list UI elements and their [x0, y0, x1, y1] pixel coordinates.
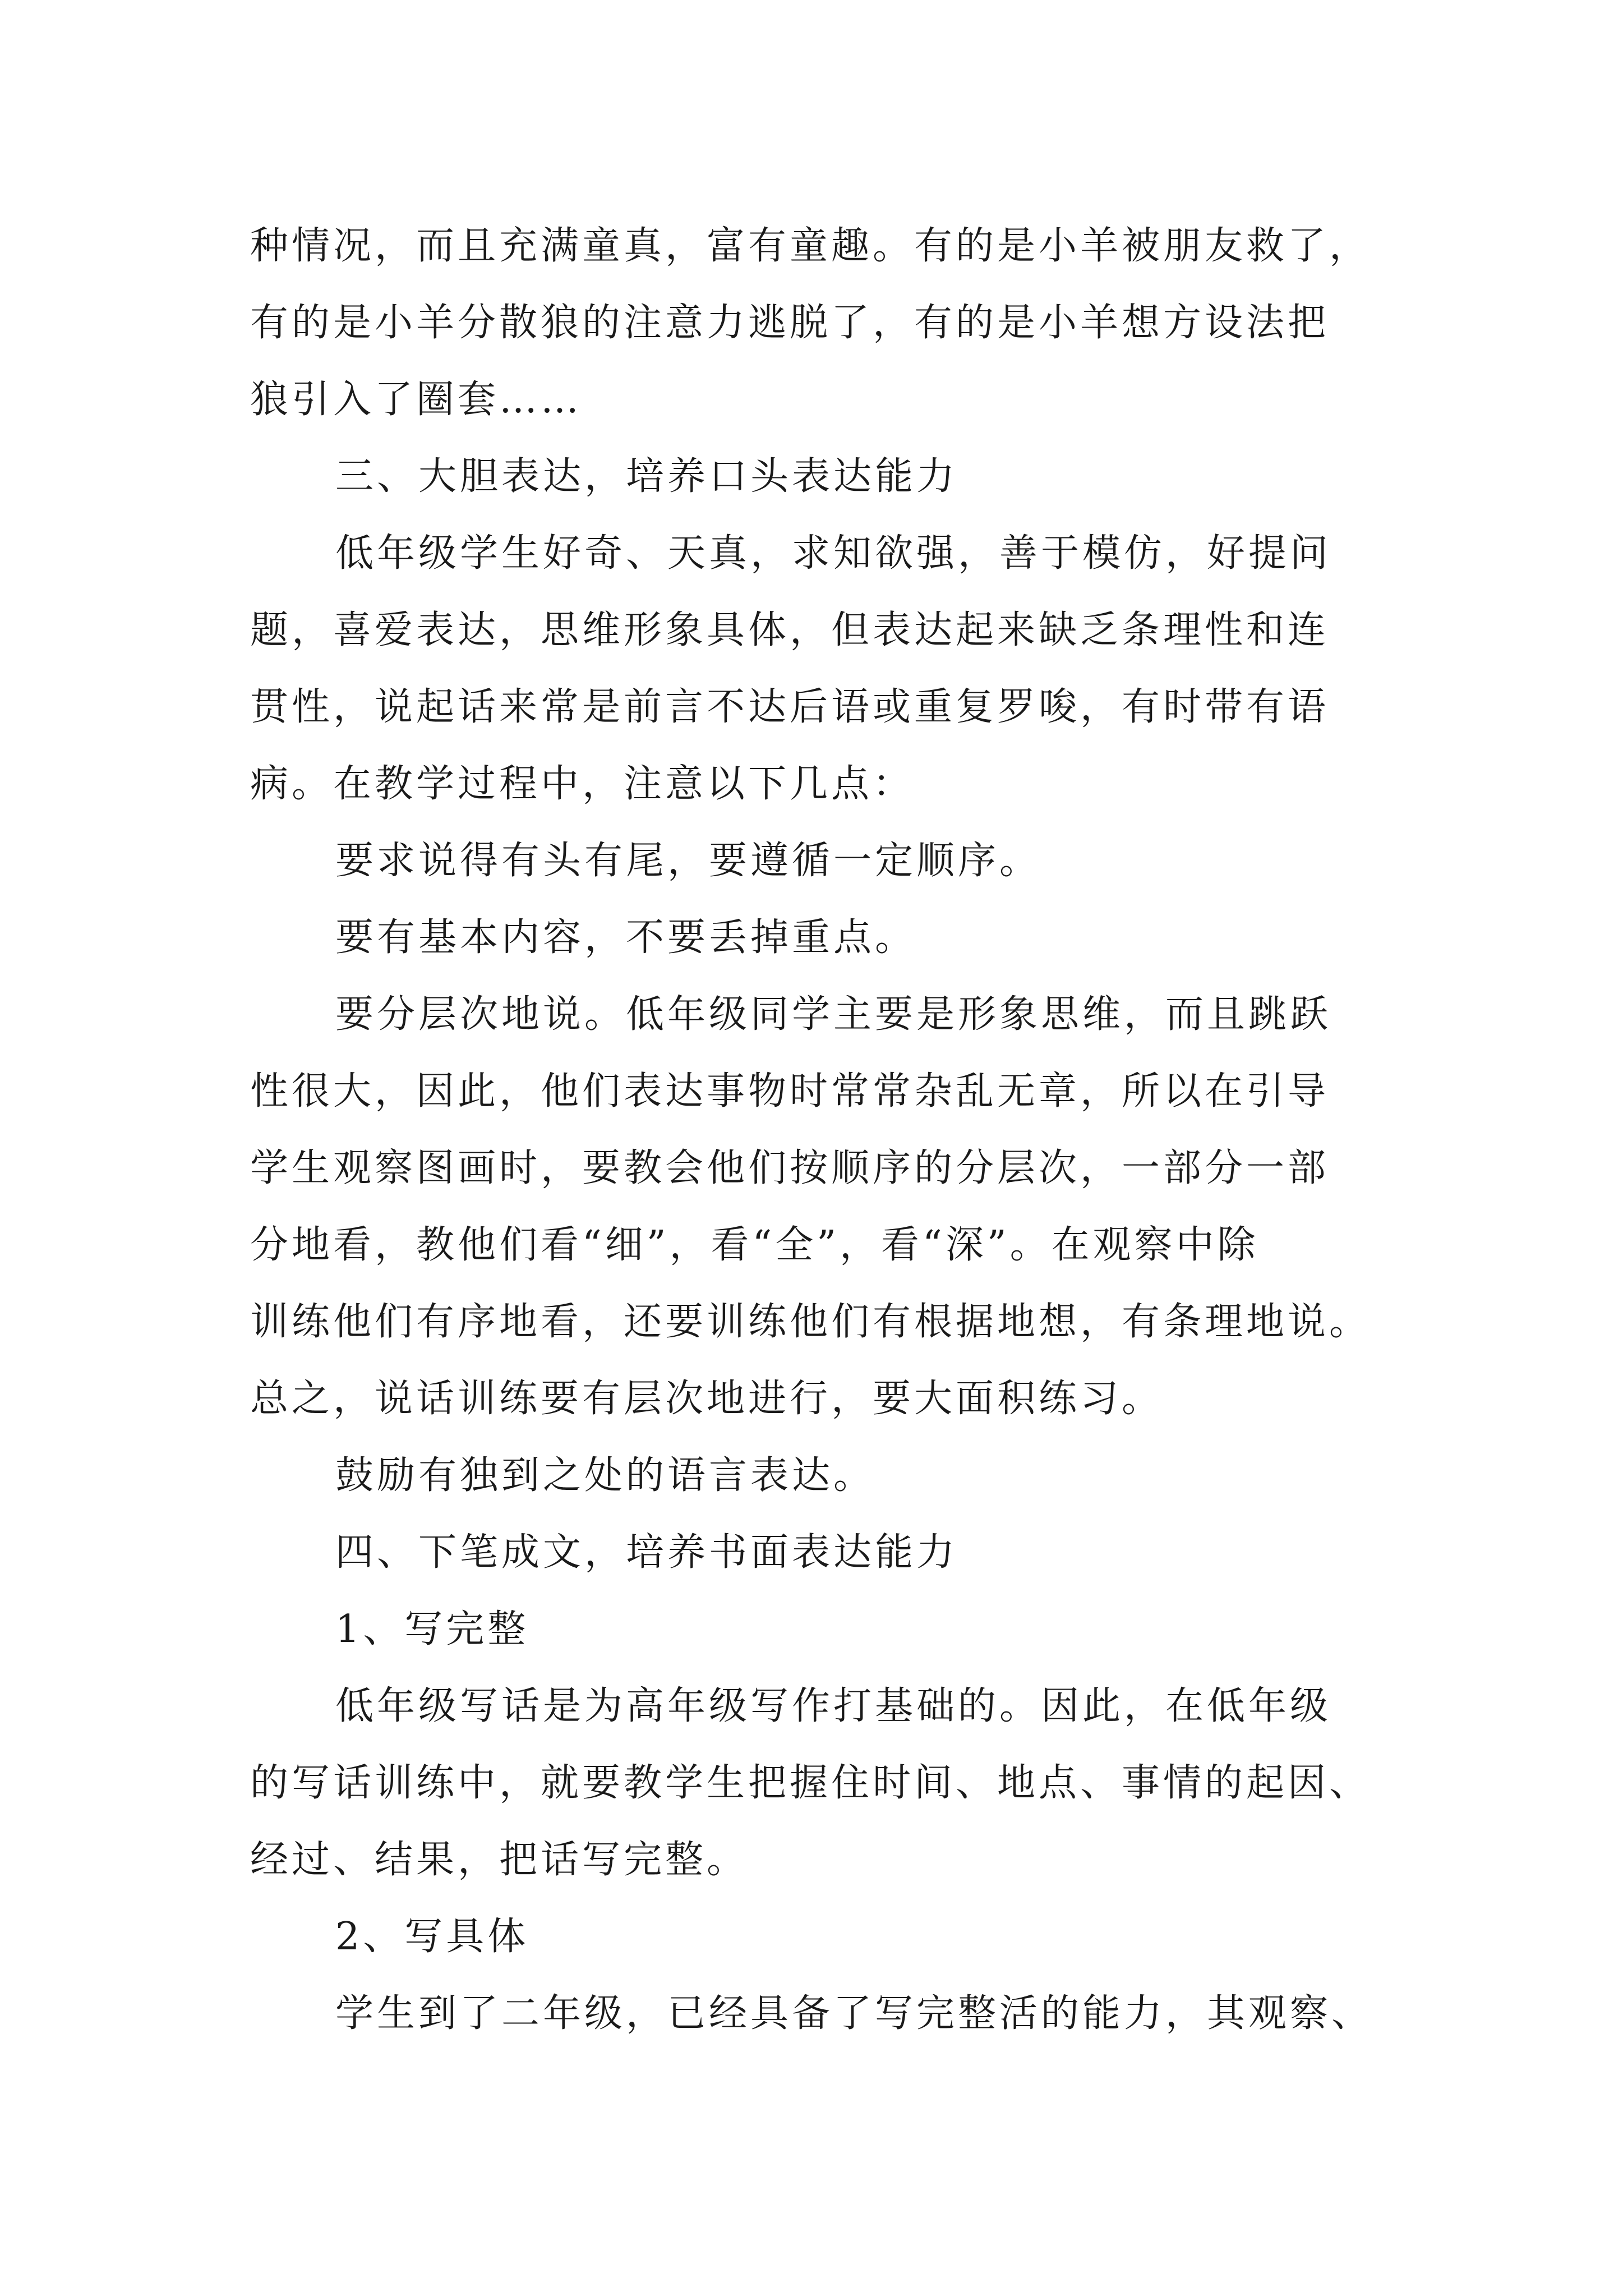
- text-line: 种情况，而且充满童真，富有童趣。有的是小羊被朋友救了，: [250, 224, 1371, 268]
- text-line: 要求说得有头有尾，要遵循一定顺序。: [335, 839, 1041, 883]
- text-line: 经过、结果，把话写完整。: [250, 1838, 749, 1882]
- subsection-heading: 2、写具体: [335, 1915, 529, 1959]
- text-line: 学生观察图画时，要教会他们按顺序的分层次，一部分一部: [250, 1146, 1330, 1190]
- text-line: 要有基本内容，不要丢掉重点。: [335, 915, 917, 960]
- text-line: 分地看，教他们看“细”，看“全”，看“深”。在观察中除: [250, 1223, 1259, 1267]
- text-line: 狼引入了圈套……: [250, 378, 583, 422]
- text-line: 低年级写话是为高年级写作打基础的。因此，在低年级: [335, 1684, 1332, 1728]
- document-body: [250, 208, 1389, 2052]
- text-line: 有的是小羊分散狼的注意力逃脱了，有的是小羊想方设法把: [250, 301, 1330, 345]
- text-line: 题，喜爱表达，思维形象具体，但表达起来缺乏条理性和连: [250, 608, 1330, 652]
- subsection-heading: 1、写完整: [335, 1607, 529, 1651]
- section-heading: 三、大胆表达，培养口头表达能力: [335, 454, 958, 499]
- text-line: 病。在教学过程中，注意以下几点：: [250, 762, 915, 806]
- text-line: 学生到了二年级，已经具备了写完整活的能力，其观察、: [335, 1991, 1373, 2036]
- text-line: 的写话训练中，就要教学生把握住时间、地点、事情的起因、: [250, 1761, 1371, 1805]
- text-line: 性很大，因此，他们表达事物时常常杂乱无章，所以在引导: [250, 1069, 1330, 1114]
- text-line: 要分层次地说。低年级同学主要是形象思维，而且跳跃: [335, 992, 1332, 1037]
- text-line: 总之，说话训练要有层次地进行，要大面积练习。: [250, 1377, 1164, 1421]
- section-heading: 四、下笔成文，培养书面表达能力: [335, 1530, 958, 1575]
- text-line: 鼓励有独到之处的语言表达。: [335, 1453, 875, 1498]
- text-line: 训练他们有序地看，还要训练他们有根据地想，有条理地说。: [250, 1300, 1371, 1344]
- text-line: 贯性，说起话来常是前言不达后语或重复罗唆，有时带有语: [250, 685, 1330, 729]
- text-line: 低年级学生好奇、天真，求知欲强，善于模仿，好提问: [335, 531, 1332, 576]
